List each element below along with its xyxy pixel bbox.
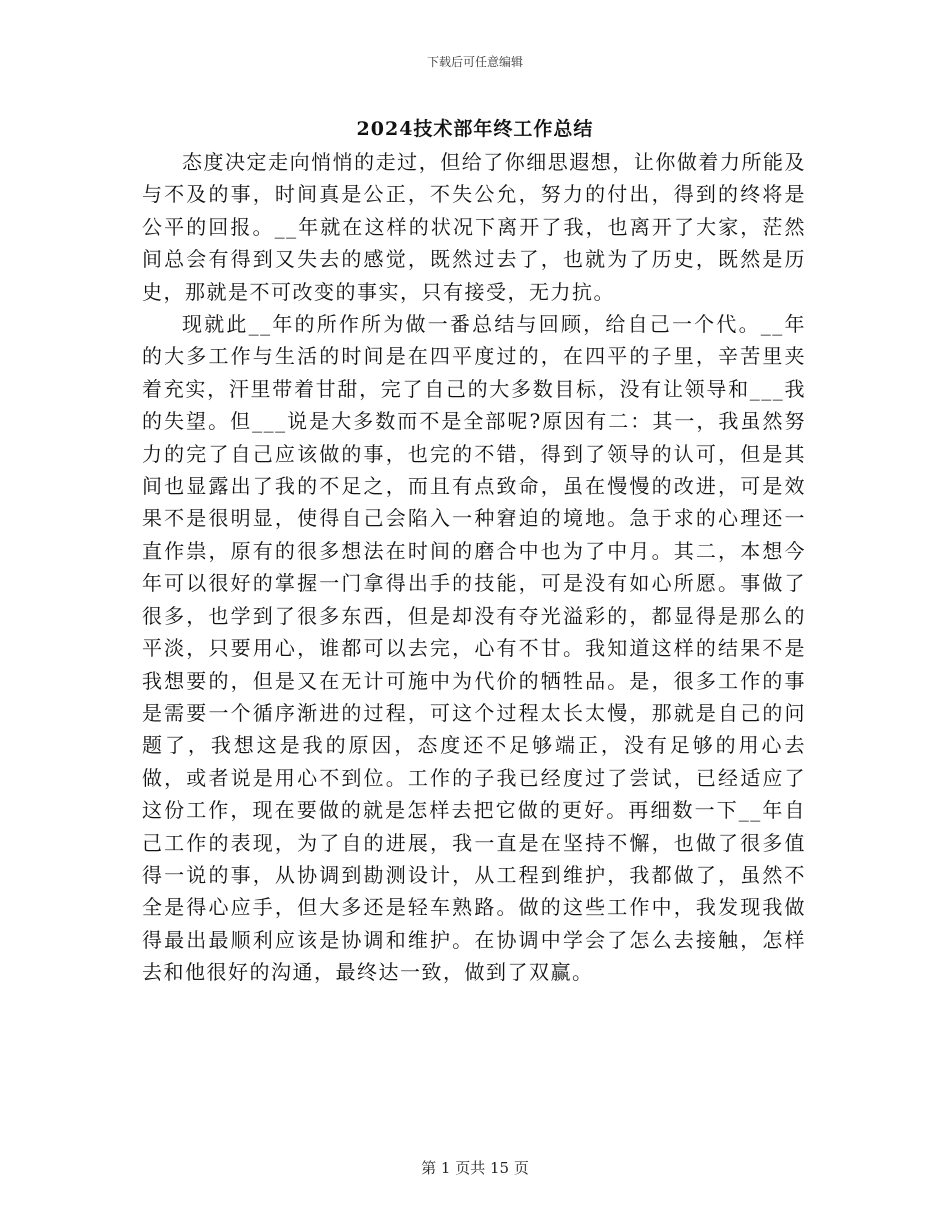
document-title: 2024技术部年终工作总结 (356, 118, 594, 140)
document-body (142, 146, 806, 989)
paragraph-1: 态度决定走向悄悄的走过，但给了你细思遐想，让你做着力所能及与不及的事，时间真是公正，不失公允，努力的付出，得到的终将是公平的回报。__年就在这样的状况下离开了我，也离开了大家，茫然间总会有得到又失去的感觉，既然过去了，也就为了历史，既然是历史，那就是不可改变的事实，只有接受，无力抗。 (142, 150, 806, 304)
header-note: 下载后可任意编辑 (426, 55, 523, 69)
page-number: 第 1 页共 15 页 (421, 1159, 529, 1177)
paragraph-2: 现就此__年的所作所为做一番总结与回顾，给自己一个代。__年的大多工作与生活的时间是在四平度过的，在四平的子里，辛苦里夹着充实，汗里带着甘甜，完了自己的大多数目标，没有让领导和___我的失望。但___说是大多数而不是全部呢?原因有二：其一，我虽然努力的完了自己应该做的事，也完的不错，得到了领导的认可，但是其间也显露出了我的不足之，而且有点致命，虽在慢慢的改进，可是效果不是很明显，使得自己会陷入一种窘迫的境地。急于求的心理还一直作祟，原有的很多想法在时间的磨合中也为了中月。其二，本想今年可以很好的掌握一门拿得出手的技能，可是没有如心所愿。事做了很多，也学到了很多东西，但是却没有夺光溢彩的，都显得是那么的平淡，只要用心，谁都可以去完，心有不甘。我知道这样的结果不是我想要的，但是又在无计可施中为代价的牺牲品。是，很多工作的事是需要一个循序渐进的过程，可这个过程太长太慢，那就是自己的问题了，我想这是我的原因，态度还不足够端正，没有足够的用心去做，或者说是用心不到位。工作的子我已经度过了尝试，已经适应了这份工作，现在要做的就是怎样去把它做的更好。再细数一下__年自己工作的表现，为了自的进展，我一直是在坚持不懈，也做了很多值得一说的事，从协调到勘测设计，从工程到维护，我都做了，虽然不全是得心应手，但大多还是轻车熟路。做的这些工作中，我发现我做得最出最顺利应该是协调和维护。在协调中学会了怎么去接触，怎样去和他很好的沟通，最终达一致，做到了双赢。 (142, 312, 806, 985)
